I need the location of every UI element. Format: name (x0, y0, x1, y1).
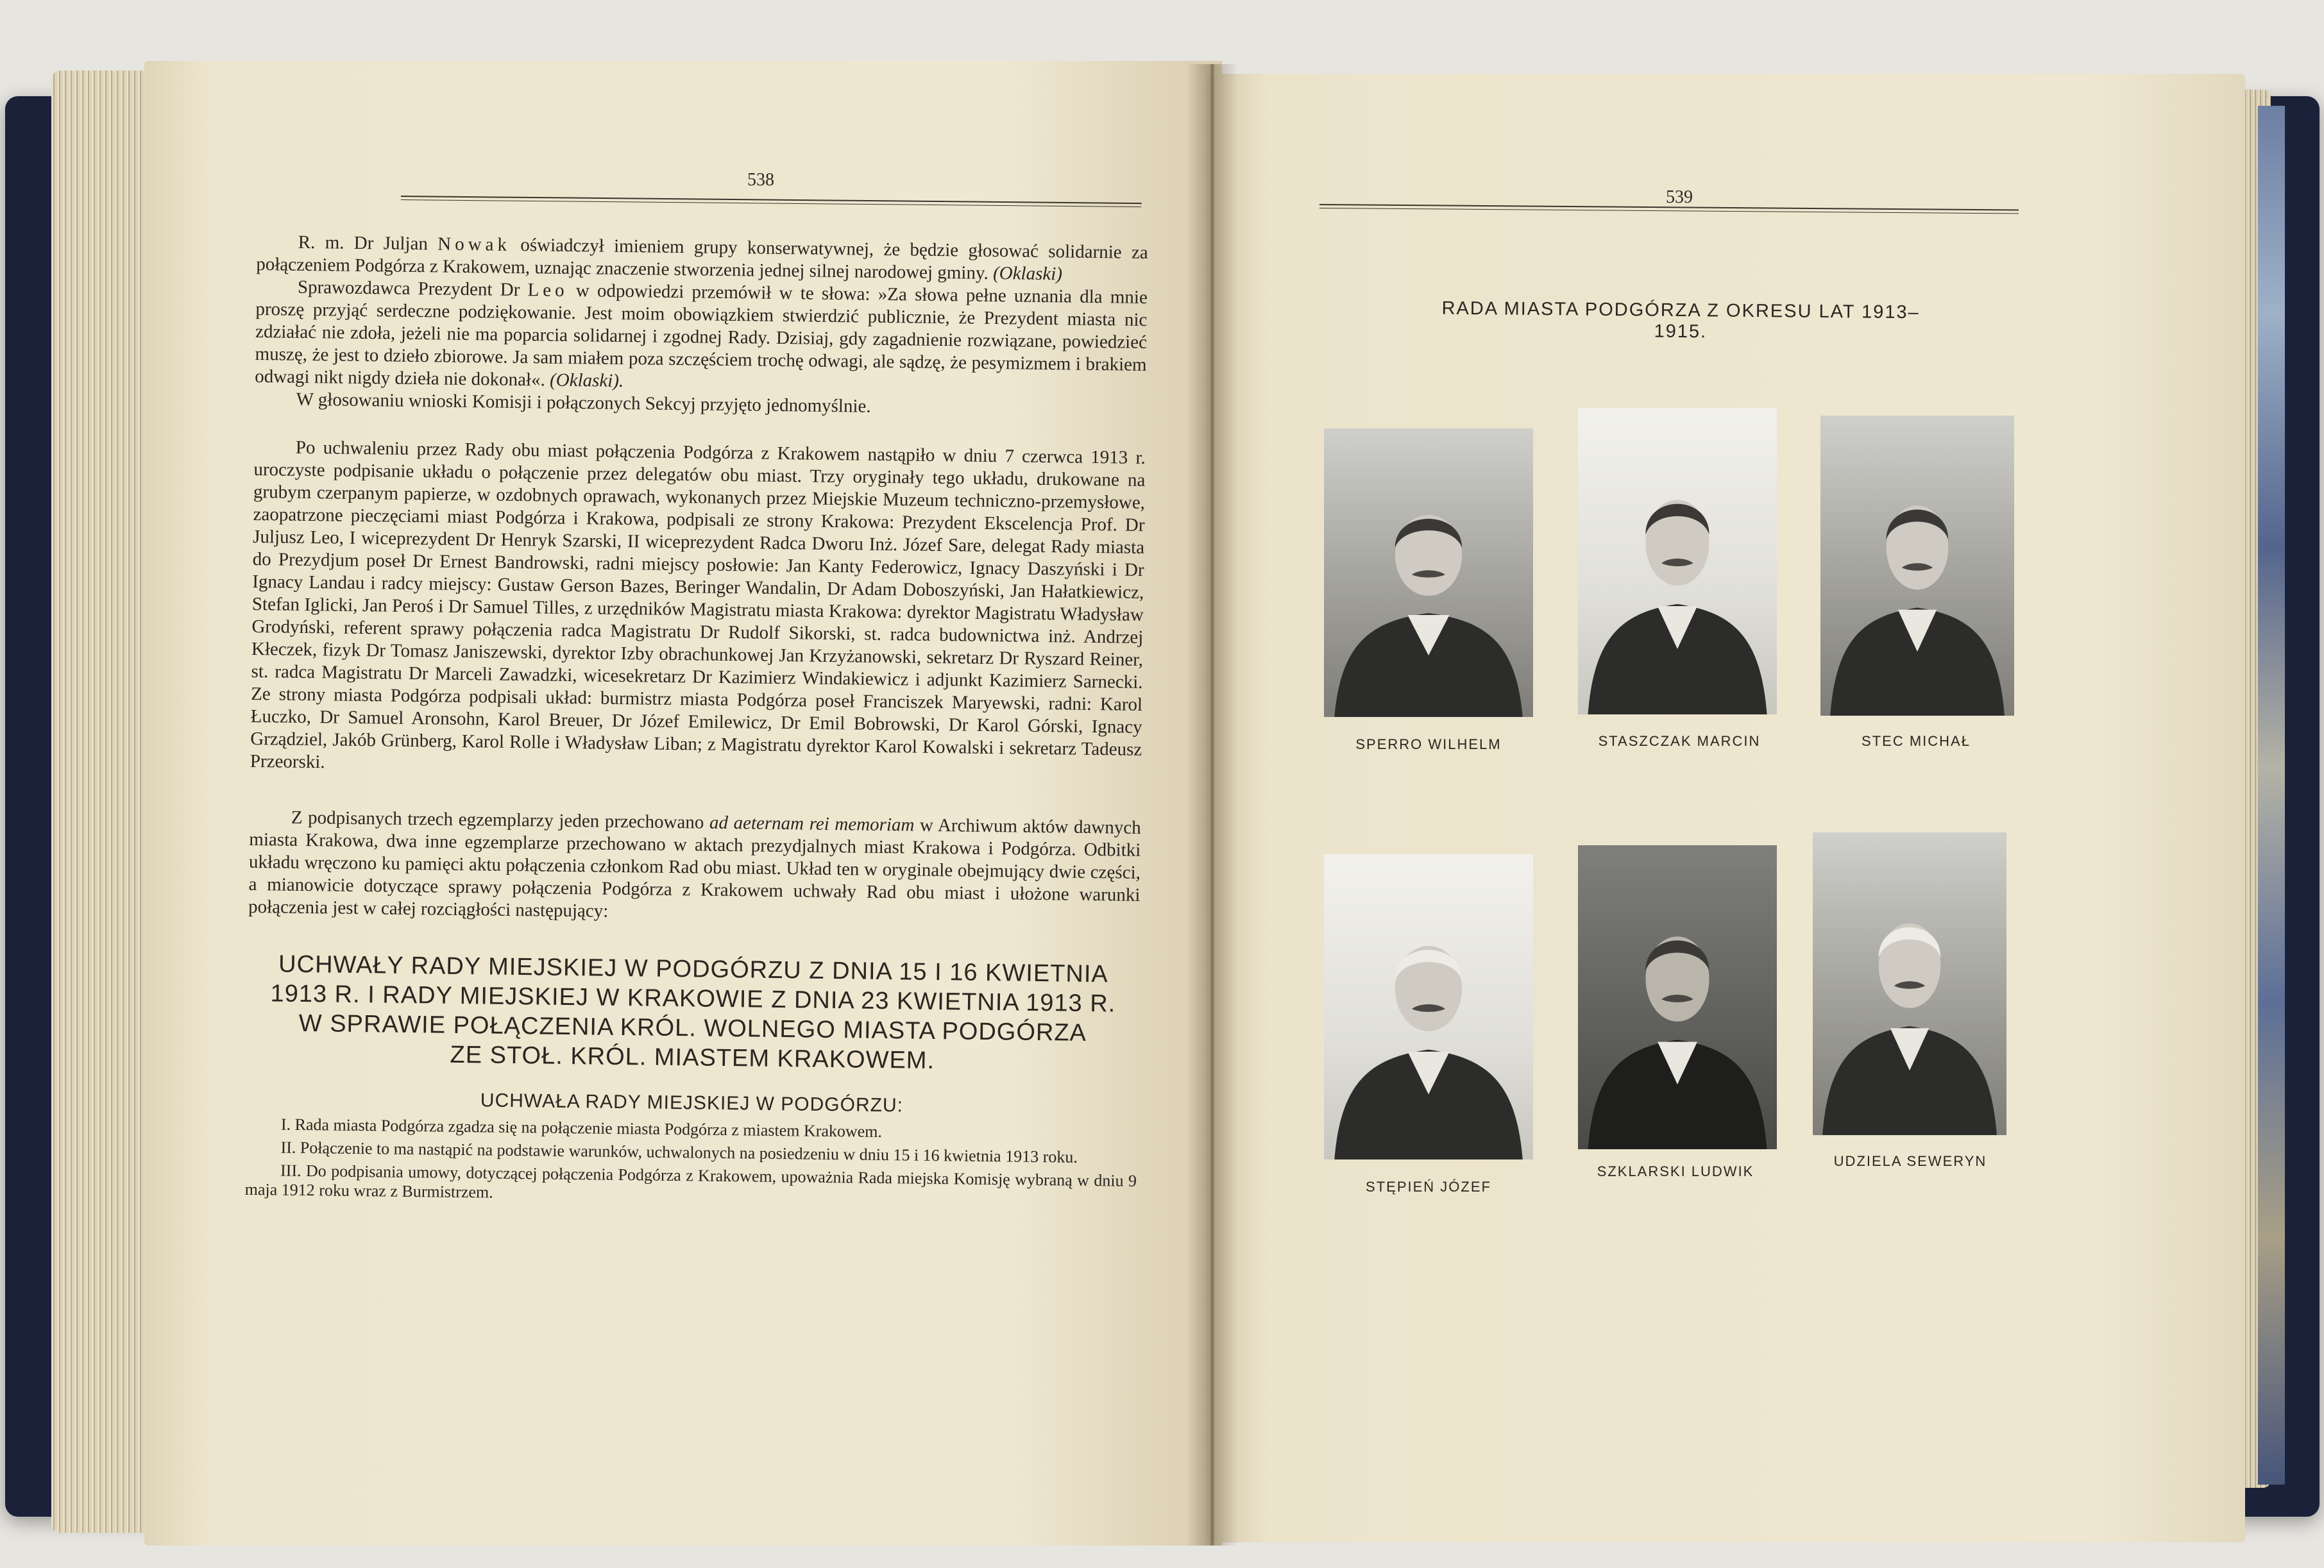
decree-heading-line: W SPRAWIE POŁĄCZENIA KRÓL. WOLNEGO MIASTA PODGÓRZA (298, 1009, 1087, 1047)
italic-text: ad aeternam rei memoriam (709, 812, 915, 836)
right-page (1206, 74, 2245, 1542)
spaced-name: Leo (527, 280, 568, 301)
text-run: w odpowiedzi przemówił w te słowa: »Za słowa pełne uznania dla mnie proszę przyjąć serdeczne podziękowanie. Jest moim obowiązkiem stwierdzić publicznie, że Prezydent miasta nic zdziałać nie zdoła, jeżeli nie ma poparcia solidarnej i zgodnej Rady. Dzisiaj, gdy zagadnienie rozwiązane, powiedzieć muszę, że jest to dzieło zbiorowe. Ja sam miałem poza szczęściem trochę odwagi, ale sądzę, że pesymizmem i brakiem odwagi nikt nigdy dzieła nie dokonał«. (255, 280, 1148, 391)
italic-text: (Oklaski) (992, 263, 1063, 285)
portrait-silhouette (1578, 408, 1777, 714)
text-run: R. m. Dr Juljan (298, 232, 438, 255)
body-paragraph (255, 276, 1148, 399)
decree-heading (246, 949, 1139, 1078)
portrait-photo-sperro (1324, 428, 1533, 717)
portrait-photo-stec (1820, 416, 2014, 716)
portrait-caption: SZKLARSKI LUDWIK (1597, 1163, 1754, 1179)
text-run: Z podpisanych trzech egzemplarzy jeden przechowano (291, 807, 710, 833)
decree-point: II. Połączenie to ma nastąpić na podstawie warunków, uchwalonych na posiedzeniu w dniu 15 i 16 kwietnia 1913 roku. (280, 1138, 1078, 1167)
body-paragraph (250, 436, 1146, 784)
text-run: oświadczył imieniem grupy konserwatywnej, że będzie głosować solidarnie za połączeniem Podgórza z Krakowem, uznając znaczenie stworzenia jednej silnej narodowej gminy. (256, 234, 1148, 284)
text-run: Sprawozdawca Prezydent Dr (297, 276, 528, 301)
decree-subheading: UCHWAŁA RADY MIEJSKIEJ W PODGÓRZU: (480, 1090, 904, 1117)
portrait-photo-udziela (1813, 832, 2006, 1135)
decree-heading-line: ZE STOŁ. KRÓL. MIASTEM KRAKOWEM. (450, 1041, 935, 1075)
decree-heading-line: 1913 R. I RADY MIEJSKIEJ W KRAKOWIE Z DNIA 23 KWIETNIA 1913 R. (270, 980, 1116, 1018)
text-run: W głosowaniu wnioski Komisji i połączonych Sekcyj przyjęto jednomyślnie. (296, 389, 871, 417)
decree-point: III. Do podpisania umowy, dotyczącej połączenia Podgórza z Krakowem, upoważnia Rada miejska Komisję wybraną w dniu 9 maja 1912 roku wraz z Burmistrzem. (244, 1161, 1137, 1202)
portrait-silhouette (1324, 854, 1533, 1159)
portrait-silhouette (1578, 845, 1777, 1149)
marbled-edge (2258, 106, 2285, 1485)
portrait-silhouette (1324, 428, 1533, 717)
left-page-body (244, 231, 1148, 1214)
portrait-silhouette (1820, 416, 2014, 716)
body-paragraph (248, 806, 1141, 929)
board-title: RADA MIASTA PODGÓRZA Z OKRESU LAT 1913–1915. (1441, 298, 1920, 342)
portrait-silhouette (1813, 832, 2006, 1135)
decree-point: I. Rada miasta Podgórza zgadza się na połączenie miasta Podgórza z miastem Krakowem. (280, 1115, 883, 1142)
italic-text: (Oklaski). (549, 369, 624, 392)
portrait-photo-staszczak (1578, 408, 1777, 714)
text-run: Po uchwaleniu przez Rady obu miast połączenia Podgórza z Krakowem nastąpiło w dniu 7 czerwca 1913 r. uroczyste podpisanie układu o połączenie przez delegatów obu miast. Trzy oryginały tego układu, drukowane na grubym czerpanym papierze, w ozdobnych oprawach, wykonanych przez Miejskie Muzeum techniczno-przemysłowe, zaopatrzone pieczęciami miast Podgórza i Krakowa, podpisali ze strony Krakowa: Prezydent Ekscelencja Prof. Dr Juljusz Leo, I wiceprezydent Dr Henryk Szarski, II wiceprezydent Radca Dworu Inż. Józef Sare, delegat Rady miasta do Prezydjum poseł Dr Ernest Bandrowski, radni miejscy posłowie: Jan Kanty Federowicz, Ignacy Daszyński i Dr Ignacy Landau i radcy miejscy: Gustaw Gerson Bazes, Beringer Wandalin, Dr Adam Doboszyński, Jan Hałatkiewicz, Stefan Iglicki, Jan Peroś i Dr Samuel Tilles, z urzędników Magistratu miasta Krakowa: dyrektor Magistratu Władysław Grodyński, referent sprawy połączenia radca Magistratu Dr Rudolf Sikorski, st. radca budownictwa inż. Andrzej Kłeczek, fizyk Dr Tomasz Janiszewski, dyrektor Izby obrachunkowej Jan Krzyżanowski, sekretarz Dr Ryszard Reiner, st. radca Magistratu Dr Marceli Zawadzki, wicesekretarz Dr Kazimierz Windakiewicz i adjunkt Kazimierz Sarnecki. Ze strony miasta Podgórza podpisali układ: burmistrz miasta Podgórza poseł Franciszek Maryewski, radni: Karol Łuczko, Dr Samuel Aronsohn, Karol Breuer, Dr Józef Emilewicz, Dr Emil Bobrowski, Dr Karol Górski, Ignacy Grządziel, Jakób Grünberg, Karol Rolle i Władysław Liban; z Magistratu dyrektor Karol Kowalski i sekretarz Tadeusz Przeorski. (250, 437, 1146, 773)
book-gutter (1187, 64, 1238, 1546)
portrait-caption: STASZCZAK MARCIN (1598, 733, 1761, 749)
right-page-number: 539 (1666, 187, 1693, 207)
decree-points (245, 1115, 1138, 1210)
spaced-name: Nowak (437, 233, 511, 255)
body-paragraphs (248, 231, 1148, 929)
portrait-photo-stepien (1324, 854, 1533, 1159)
portrait-caption: UDZIELA SEWERYN (1833, 1153, 1987, 1169)
portrait-caption: SPERRO WILHELM (1355, 736, 1502, 752)
portrait-caption: STEC MICHAŁ (1862, 733, 1971, 749)
decree-heading-line: UCHWAŁY RADY MIEJSKIEJ W PODGÓRZU Z DNIA 15 I 16 KWIETNIA (278, 950, 1109, 988)
left-page-number: 538 (747, 170, 774, 190)
portrait-photo-szklarski (1578, 845, 1777, 1149)
text-run: w Archiwum aktów dawnych miasta Krakowa, dwa inne egzemplarze przechowano w aktach prezydjalnych miast Krakowa i Podgórza. Odbitki układu wręczono ku pamięci aktu połączenia członkom Rad obu miast. Układ ten w oryginale obejmujący dwie części, a mianowicie dotyczące sprawy połączenia Podgórza z Krakowem uchwały Rad obu miast i ułożone warunki połączenia jest w całej rozciągłości następujący: (248, 814, 1141, 922)
portrait-caption: STĘPIEŃ JÓZEF (1366, 1179, 1491, 1195)
